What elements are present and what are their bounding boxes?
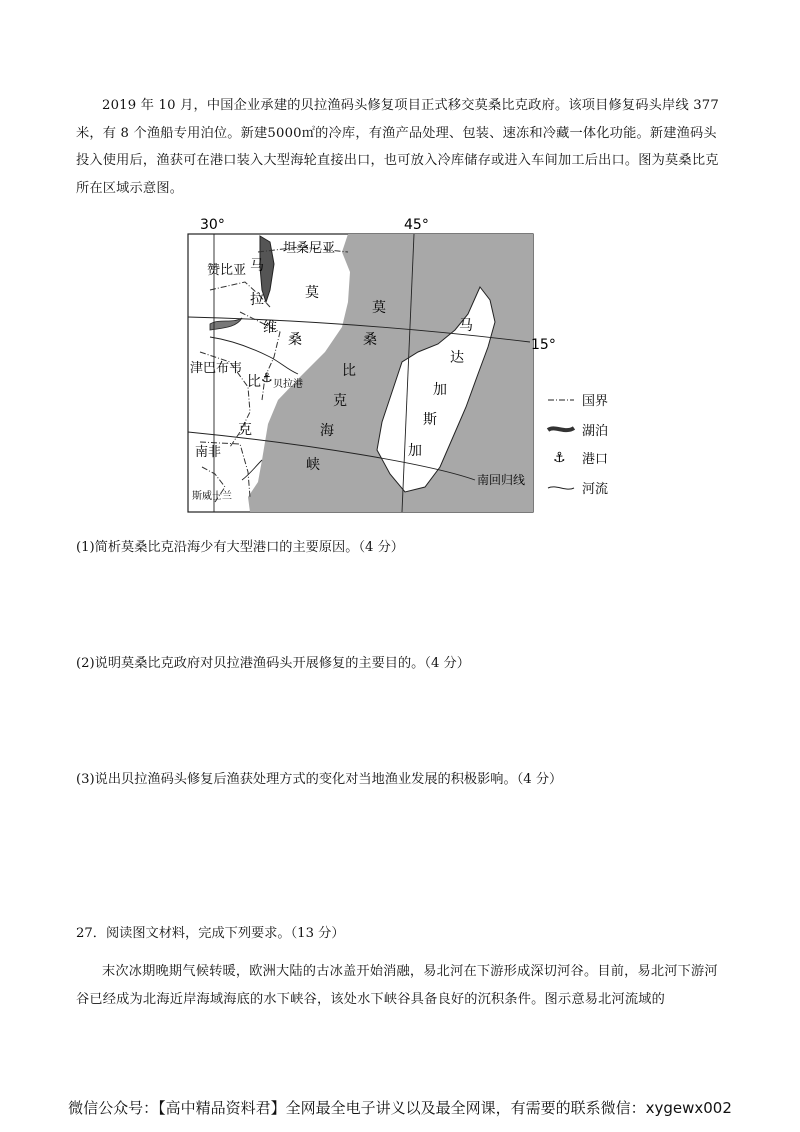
anchor-icon: ⚓ <box>261 371 273 386</box>
mad-char-3: 加 <box>433 382 447 398</box>
lon-30-label: 30° <box>200 217 225 233</box>
legend-anchor-icon: ⚓ <box>553 450 566 466</box>
strait-char-1: 莫 <box>372 300 386 316</box>
legend-lake-label: 湖泊 <box>582 424 609 439</box>
label-zambia: 赞比亚 <box>207 263 247 278</box>
question-27-heading: 27．阅读图文材料，完成下列要求。（13 分） <box>76 926 345 941</box>
label-tanzania: 坦桑尼亚 <box>283 241 336 256</box>
mad-char-2: 达 <box>450 350 464 366</box>
tropic-label: 南回归线 <box>477 473 526 487</box>
legend-border-label: 国界 <box>582 394 609 409</box>
question-3: (3)说出贝拉渔码头修复后渔获处理方式的变化对当地渔业发展的积极影响。（4 分） <box>76 772 563 787</box>
question-2: (2)说明莫桑比克政府对贝拉港渔码头开展修复的主要目的。（4 分） <box>76 656 470 671</box>
label-beira-port: 贝拉港 <box>273 379 303 390</box>
footer-notice: 微信公众号：【高中精品资料君】全网最全电子讲义以及最全网课，有需要的联系微信：xygewx002 <box>68 1099 732 1117</box>
question-1: (1)简析莫桑比克沿海少有大型港口的主要原因。（4 分） <box>76 540 404 555</box>
label-mo: 莫 <box>305 285 319 301</box>
label-bi: 比 <box>247 374 261 390</box>
legend-lake-symbol <box>548 428 574 430</box>
lat-15-label: 15° <box>531 337 556 353</box>
strait-char-2: 桑 <box>363 332 377 348</box>
lon-45-label: 45° <box>404 217 429 233</box>
question-27-paragraph: 末次冰期晚期气候转暖，欧洲大陆的古冰盖开始消融，易北河在下游形成深切河谷。目前，易北河下游河谷已经成为北海近岸海域海底的水下峡谷，该处水下峡谷具备良好的沉积条件。图示意易北河流域的 <box>76 964 718 1007</box>
label-ke: 克 <box>238 422 252 438</box>
intro-paragraph: 2019 年 10 月，中国企业承建的贝拉渔码头修复项目正式移交莫桑比克政府。该项目修复码头岸线 377 米，有 8 个渔船专用泊位。新建5000㎡的冷库，有渔产品处理、包装、速冻和冷藏一体化功能。新建渔码头投入使用后，渔获可在港口装入大型海轮直接出口，也可放入冷库储存或进入车间加工后出口。图为莫桑比克所在区域示意图。 <box>76 98 719 196</box>
label-wei: 维 <box>263 320 277 336</box>
strait-char-6: 峡 <box>306 457 320 473</box>
mad-char-4: 斯 <box>423 412 437 428</box>
label-ma: 马 <box>250 258 264 274</box>
strait-char-3: 比 <box>342 363 356 379</box>
label-zimbabwe: 津巴布韦 <box>190 361 243 376</box>
mad-char-1: 马 <box>459 318 473 334</box>
legend-river-symbol <box>548 487 574 489</box>
label-swaziland: 斯威士兰 <box>192 491 232 502</box>
strait-char-5: 海 <box>320 423 334 439</box>
label-south-africa: 南非 <box>195 445 222 460</box>
legend-river-label: 河流 <box>582 482 609 497</box>
mad-char-5: 加 <box>408 443 422 459</box>
region-map <box>170 212 609 517</box>
map-legend <box>548 394 608 497</box>
label-sang: 桑 <box>288 332 302 348</box>
label-la: 拉 <box>250 292 264 308</box>
strait-char-4: 克 <box>333 393 347 409</box>
legend-port-label: 港口 <box>582 452 609 467</box>
